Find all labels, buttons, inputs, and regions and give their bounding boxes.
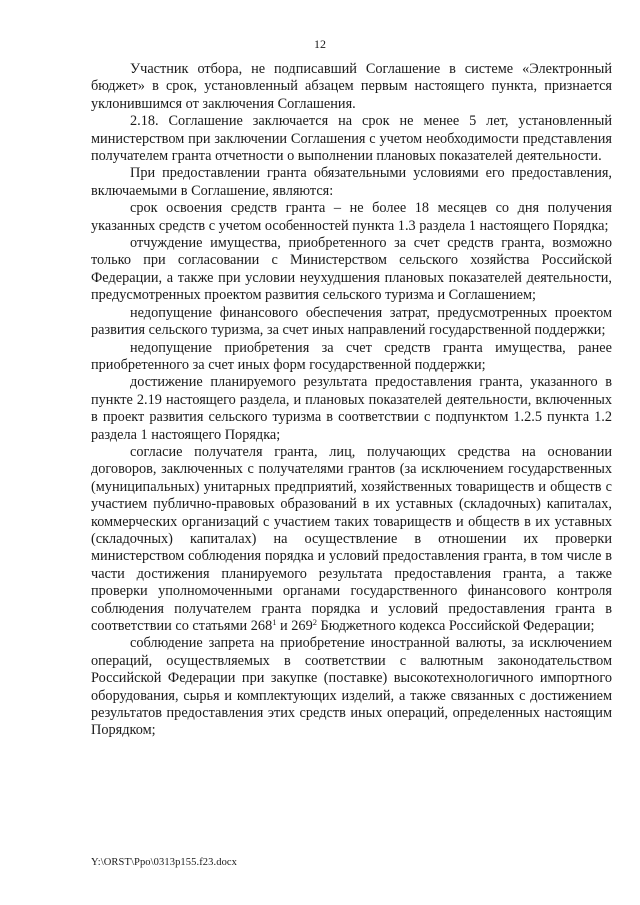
page-number: 12 <box>314 37 326 51</box>
superscript-1: 1 <box>272 617 277 627</box>
paragraph-no-double-financing: недопущение финансового обеспечения затрат, предусмотренных проектом развития сельского туризма, за счет иных направлений государственной поддержки; <box>91 304 612 339</box>
consent-text-before: согласие получателя гранта, лиц, получающих средства на основании договоров, заключенных с получателями грантов (за исключением государственных (муниципальных) унитарных предприятий, хозяйственных товариществ и обществ с участием публично-правовых образований в их уставных (складочных) капиталах, коммерческих организаций с участием таких товариществ и обществ в их уставных (складочных) капиталах) на осуществление в отношении их проверки министерством соблюдения порядка и условий предоставления гранта, в том числе в части достижения планируемого результата предоставления гранта, а также проверки уполномоченными органами государственного финансового контроля соблюдения получателем гранта порядка и условий предоставления гранта в соответствии со статьями 268 <box>91 443 612 634</box>
paragraph-no-repurchase: недопущение приобретения за счет средств гранта имущества, ранее приобретенного за счет иных форм государственной поддержки; <box>91 339 612 373</box>
paragraph-property-alienation: отчуждение имущества, приобретенного за счет средств гранта, возможно только при согласовании с Министерством сельского хозяйства Российской Федерации, а также при условии неухудшения плановых показателей деятельности, предусмотренных проектом развития сельского туризма и Соглашением; <box>91 235 612 304</box>
paragraph-currency-ban: соблюдение запрета на приобретение иностранной валюты, за исключением операций, осуществляемых в соответствии с валютным законодательством Российской Федерации при закупке (поставке) высокотехнологичного импортного оборудования, сырья и комплектующих изделий, а также связанных с достижением результатов предоставления этих средств иных операций, определенных настоящим Порядком; <box>91 635 612 739</box>
paragraph-mandatory-conditions: При предоставлении гранта обязательными условиями его предоставления, включаемыми в Соглашение, являются: <box>91 165 612 199</box>
consent-text-middle: и 269 <box>276 618 313 634</box>
document-body <box>91 61 612 740</box>
consent-text-after: Бюджетного кодекса Российской Федерации; <box>316 618 595 634</box>
superscript-2: 2 <box>312 617 317 627</box>
paragraph-unsigned-participant: Участник отбора, не подписавший Соглашение в системе «Электронный бюджет» в срок, установленный абзацем первым настоящего пункта, признается уклонившимся от заключения Соглашения. <box>91 61 612 112</box>
paragraph-inspection-consent <box>91 444 612 635</box>
paragraph-result-achievement: достижение планируемого результата предоставления гранта, указанного в пункте 2.19 настоящего раздела, и плановых показателей деятельности, включенных в проект развития сельского туризма в соответствии с подпунктом 1.2.5 пункта 1.2 раздела 1 настоящего Порядка; <box>91 374 612 443</box>
paragraph-grant-term: срок освоения средств гранта – не более 18 месяцев со дня получения указанных средств с учетом особенностей пункта 1.3 раздела 1 настоящего Порядка; <box>91 200 612 234</box>
paragraph-2-18: 2.18. Соглашение заключается на срок не менее 5 лет, установленный министерством при заключении Соглашения с учетом необходимости представления получателем гранта отчетности о выполнении плановых показателей деятельности. <box>91 113 612 165</box>
footer-file-path: Y:\ORST\Ppo\0313p155.f23.docx <box>91 857 238 868</box>
